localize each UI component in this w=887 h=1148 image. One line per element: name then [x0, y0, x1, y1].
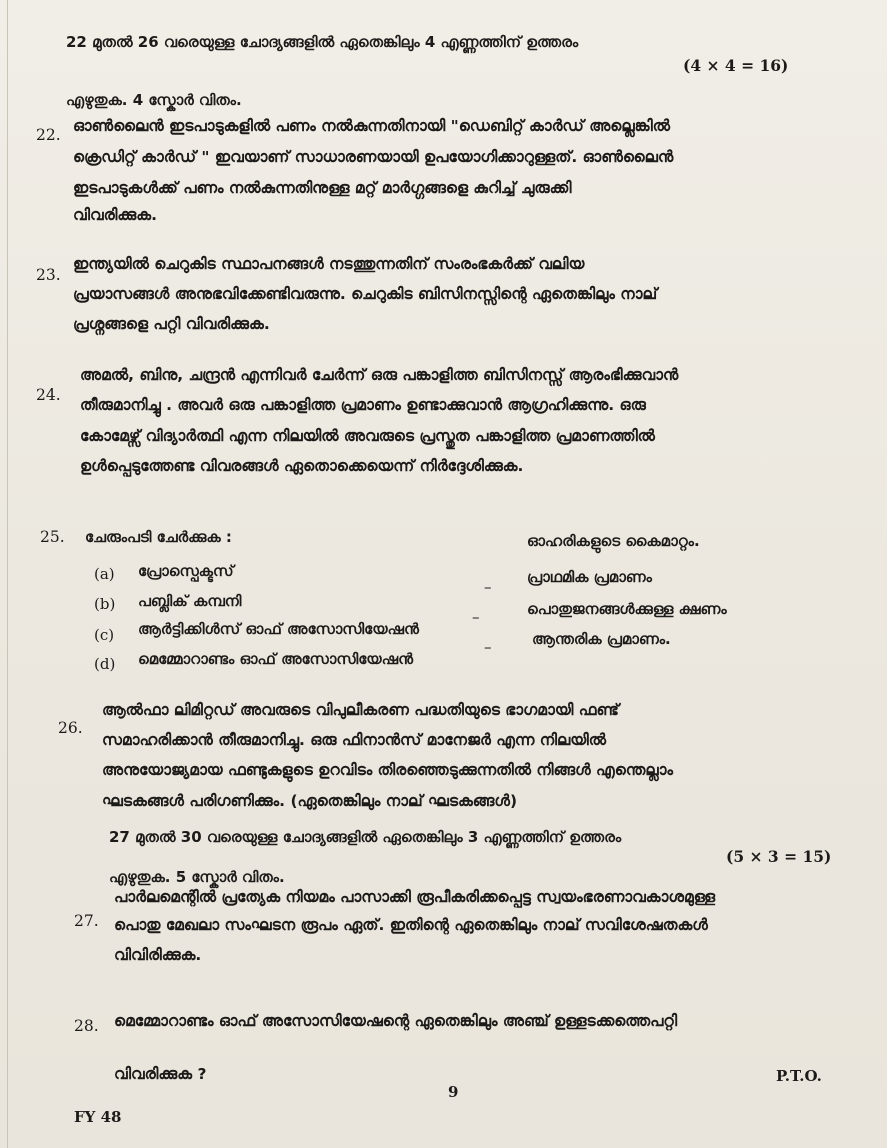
q24-number: 24.	[36, 386, 61, 404]
q22-line2: ക്രെഡിറ്റ് കാർഡ് " ഇവയാണ് സാധാരണയായി ഉപയോഗിക്കാറുള്ളത്. ഓൺലൈൻ	[73, 148, 674, 166]
q24-line1: അമൽ, ബിനു, ചന്ദ്രൻ എന്നിവർ ചേർന്ന് ഒരു പങ്കാളിത്ത ബിസിനസ്സ് ആരംഭിക്കുവാൻ	[80, 366, 679, 384]
q28-number: 28.	[74, 1017, 99, 1035]
q27-line1: പാർലമെന്റിൽ പ്രത്യേക നിയമം പാസാക്കി രൂപീകരിക്കപ്പെട്ട സ്വയംഭരണാവകാശമുള്ള	[114, 888, 716, 906]
q25-option-a-letter: (a)	[94, 565, 115, 583]
q24-line3: കോമേഴ്സ് വിദ്യാർത്ഥി എന്ന നിലയിൽ അവരുടെ പ്രസ്തുത പങ്കാളിത്ത പ്രമാണത്തിൽ	[80, 427, 655, 445]
q26-number: 26.	[58, 719, 83, 737]
footer-page-number: 9	[448, 1083, 459, 1101]
q22-line4: വിവരിക്കുക.	[73, 206, 157, 224]
q26-line4: ഘടകങ്ങൾ പരിഗണിക്കും. (ഏതെങ്കിലും നാല് ഘടകങ്ങൾ)	[102, 792, 518, 810]
section-a-marks: (4 × 4 = 16)	[683, 56, 789, 75]
q22-line1: ഓൺലൈൻ ഇടപാടുകളിൽ പണം നൽകുന്നതിനായി "ഡെബിറ്റ് കാർഡ് അല്ലെങ്കിൽ	[73, 117, 671, 135]
section-a-instruction-line1: 22 മുതൽ 26 വരെയുള്ള ചോദ്യങ്ങളിൽ ഏതെങ്കിലും 4 എണ്ണത്തിന് ഉത്തരം	[66, 33, 579, 51]
q25-number: 25.	[40, 528, 65, 546]
q25-option-b-left: പബ്ലിക് കമ്പനി	[138, 592, 242, 610]
q27-line2: പൊതു മേഖലാ സംഘടന രൂപം ഏത്. ഇതിന്റെ ഏതെങ്കിലും നാല് സവിശേഷതകൾ	[114, 916, 708, 934]
q25-heading: ചേരുംപടി ചേർക്കുക :	[85, 528, 232, 546]
q26-line3: അനുയോജ്യമായ ഫണ്ടുകളുടെ ഉറവിടം തിരഞ്ഞെടുക്കുന്നതിൽ നിങ്ങൾ എന്തെല്ലാം	[102, 761, 673, 779]
q25-option-c-letter: (c)	[94, 626, 115, 644]
q24-line4: ഉൾപ്പെടുത്തേണ്ട വിവരങ്ങൾ ഏതൊക്കെയെന്ന് നിർദ്ദേശിക്കുക.	[80, 457, 524, 475]
footer-paper-code: FY 48	[74, 1108, 122, 1126]
page-edge-line	[7, 0, 8, 1148]
q26-line2: സമാഹരിക്കാൻ തീരുമാനിച്ചു. ഒരു ഫിനാൻസ് മാനേജർ എന്ന നിലയിൽ	[102, 731, 607, 749]
q25-option-d-right: ആന്തരിക പ്രമാണം.	[532, 630, 671, 648]
q22-line3: ഇടപാടുകൾക്ക് പണം നൽകുന്നതിനുള്ള മറ്റ് മാർഗ്ഗങ്ങളെ കുറിച്ച് ചുരുക്കി	[73, 179, 572, 197]
section-b-instruction-line2: എഴുതുക. 5 സ്കോർ വിതം.	[109, 868, 285, 886]
q25-option-c-right: പൊതുജനങ്ങൾക്കുള്ള ക്ഷണം	[527, 600, 727, 618]
q27-number: 27.	[74, 912, 99, 930]
section-b-marks: (5 × 3 = 15)	[726, 847, 832, 866]
q25-option-a-left: പ്രോസ്പെക്ടസ്	[138, 562, 234, 580]
q25-option-c-left: ആർട്ടിക്കിൾസ് ഓഫ് അസോസിയേഷൻ	[138, 620, 419, 638]
q26-line1: ആൽഫാ ലിമിറ്റഡ് അവരുടെ വിപുലീകരണ പദ്ധതിയുടെ ഭാഗമായി ഫണ്ട്	[102, 701, 619, 719]
section-a-instruction-line2: എഴുതുക. 4 സ്കോർ വിതം.	[66, 91, 242, 109]
q23-line2: പ്രയാസങ്ങൾ അനുഭവിക്കേണ്ടിവരുന്നു. ചെറുകിട ബിസിനസ്സിന്റെ ഏതെങ്കിലും നാല്	[73, 285, 658, 303]
q25-option-b-dash: –	[484, 578, 492, 596]
q22-number: 22.	[36, 126, 61, 144]
section-b-instruction-line1: 27 മുതൽ 30 വരെയുള്ള ചോദ്യങ്ങളിൽ ഏതെങ്കിലും 3 എണ്ണത്തിന് ഉത്തരം	[109, 828, 622, 846]
q23-line1: ഇന്ത്യയിൽ ചെറുകിട സ്ഥാപനങ്ങൾ നടത്തുന്നതിന് സംരംഭകർക്ക് വലിയ	[73, 255, 585, 273]
q25-right-header: ഓഹരികളുടെ കൈമാറ്റം.	[527, 532, 700, 550]
q25-option-d-left: മെമ്മോറാണ്ടം ഓഫ് അസോസിയേഷൻ	[138, 650, 413, 668]
q25-option-b-right: പ്രാഥമിക പ്രമാണം	[527, 568, 652, 586]
q23-number: 23.	[36, 266, 61, 284]
q25-option-d-letter: (d)	[94, 655, 116, 673]
q24-line2: തീരുമാനിച്ചു . അവർ ഒരു പങ്കാളിത്ത പ്രമാണം ഉണ്ടാക്കുവാൻ ആഗ്രഹിക്കുന്നു. ഒരു	[80, 396, 646, 414]
q25-option-c-dash: –	[472, 608, 480, 626]
q23-line3: പ്രശ്നങ്ങളെ പറ്റി വിവരിക്കുക.	[73, 315, 270, 333]
q27-line3: വിവിരിക്കുക.	[114, 946, 202, 964]
q25-option-b-letter: (b)	[94, 595, 116, 613]
q25-option-d-dash: –	[484, 638, 492, 656]
q28-line2: വിവരിക്കുക ?	[114, 1065, 207, 1083]
q28-line1: മെമ്മോറാണ്ടം ഓഫ് അസോസിയേഷന്റെ ഏതെങ്കിലും അഞ്ച് ഉള്ളടക്കത്തെപറ്റി	[114, 1012, 678, 1030]
footer-pto: P.T.O.	[776, 1067, 822, 1085]
